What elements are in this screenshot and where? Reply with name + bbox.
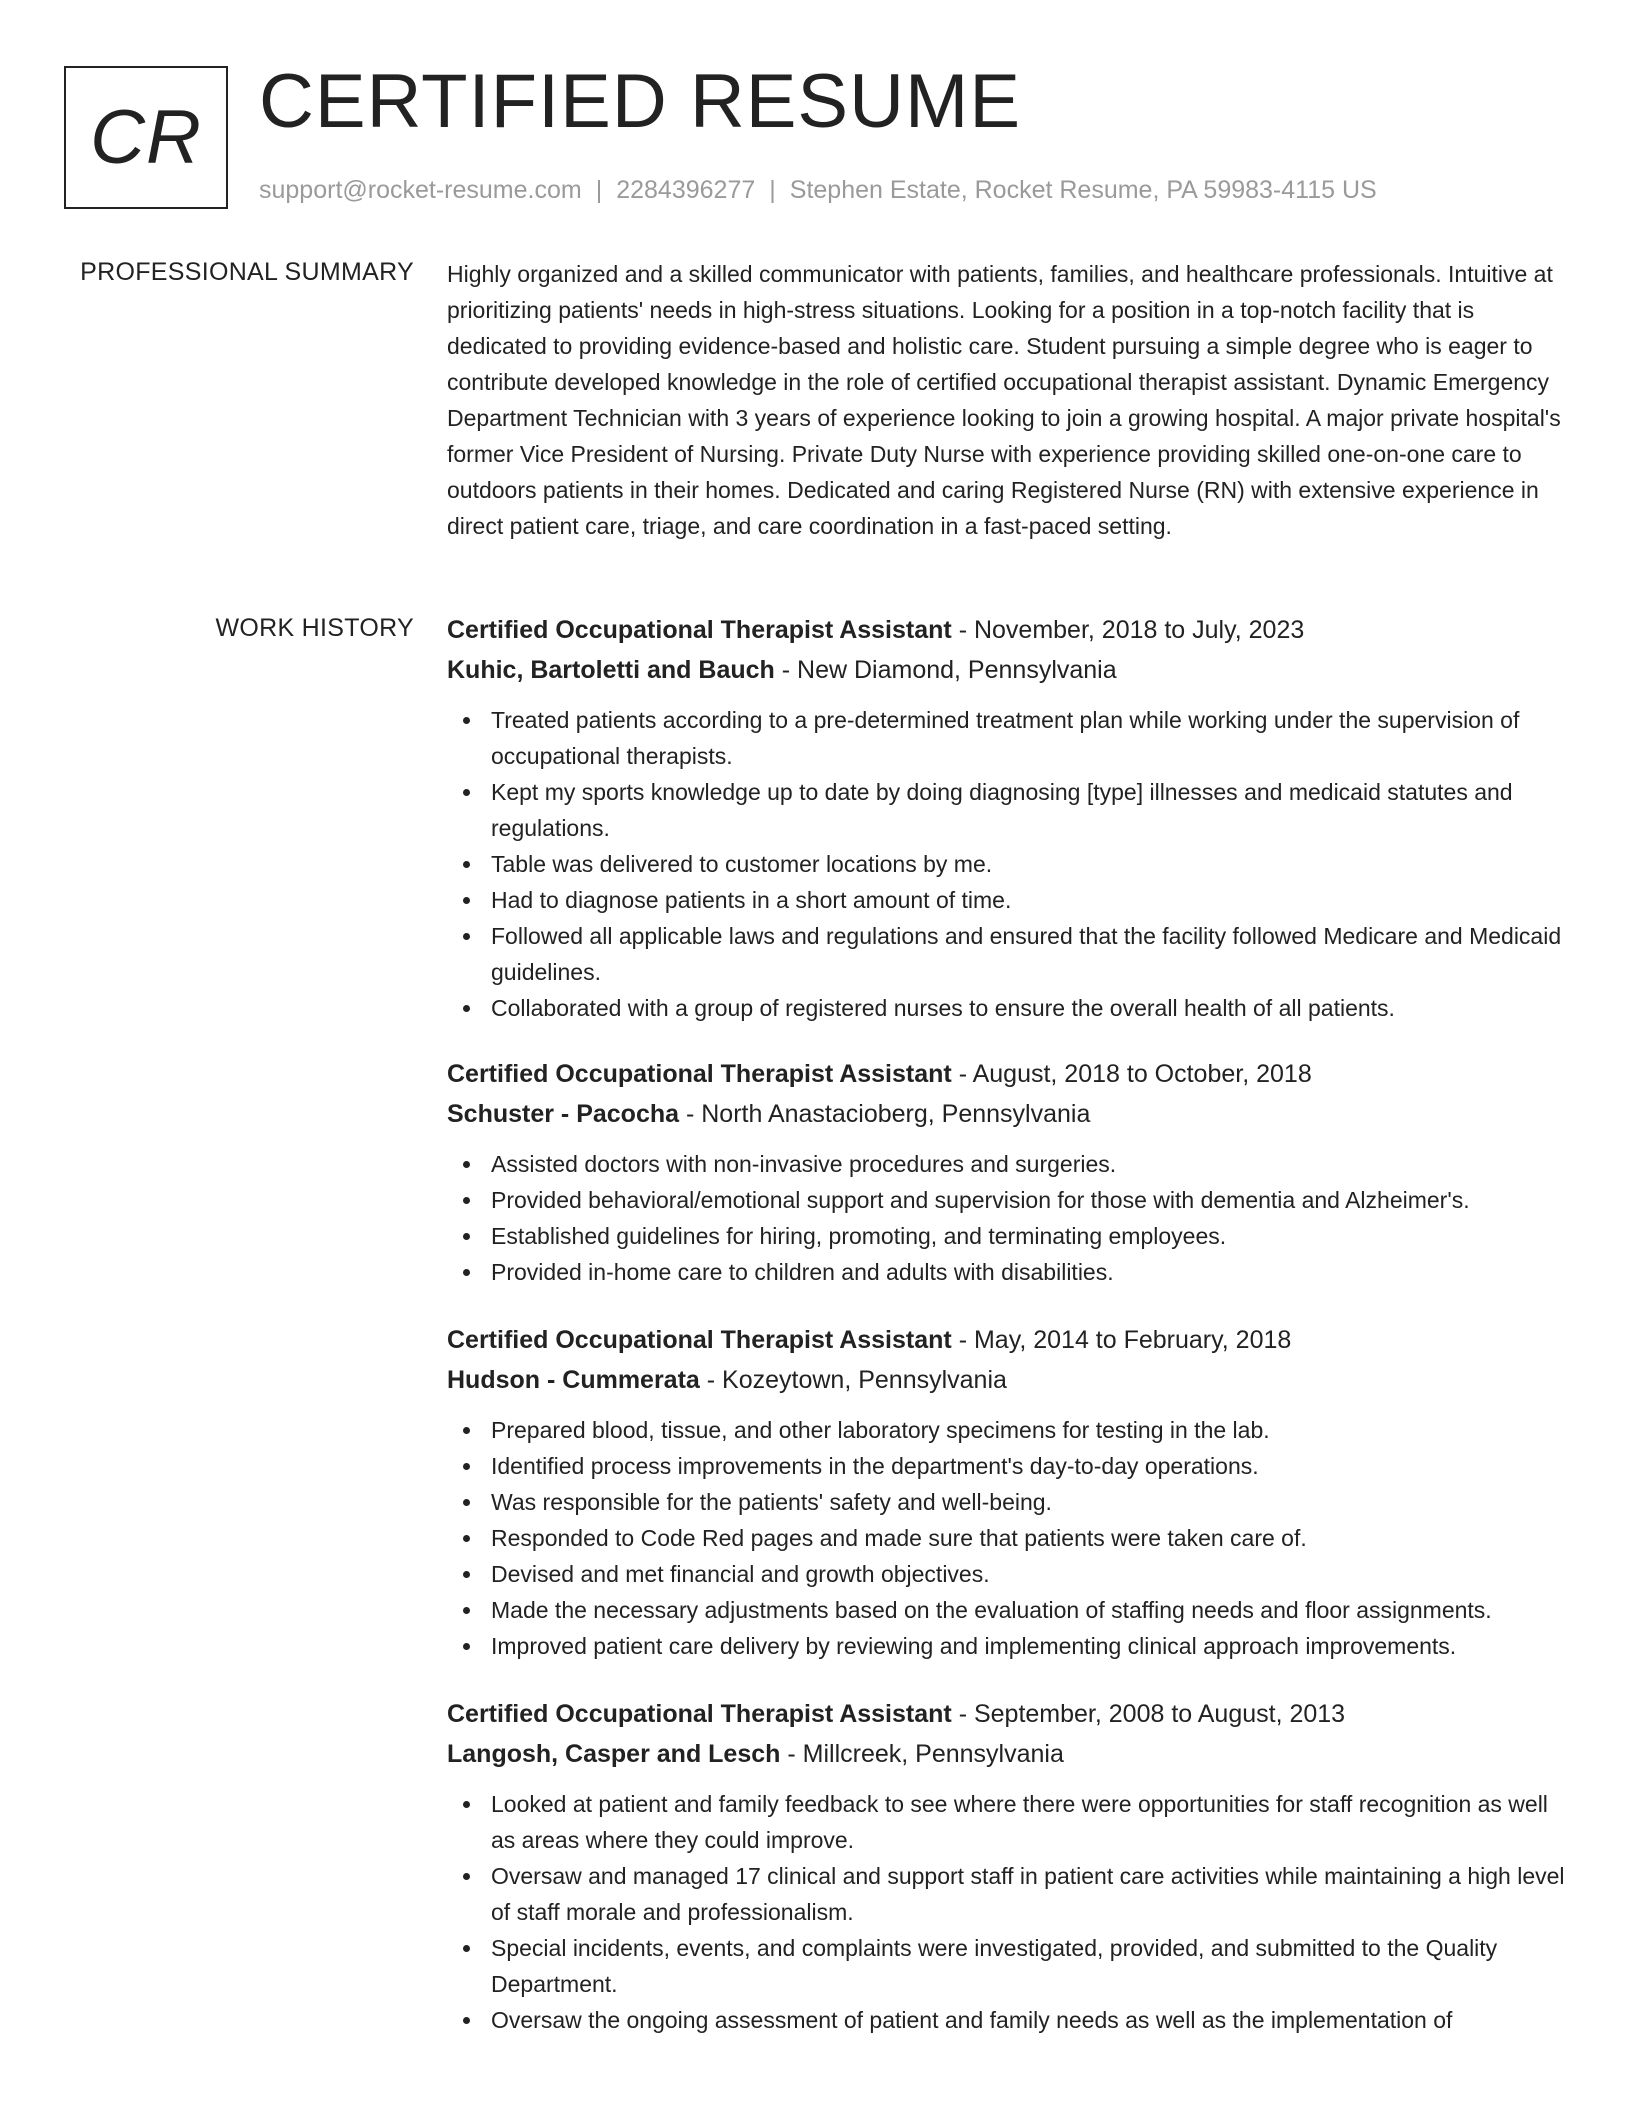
job-dates: - September, 2008 to August, 2013	[951, 1700, 1346, 1728]
job-location: - Kozeytown, Pennsylvania	[699, 1366, 1007, 1394]
contact-address: Stephen Estate, Rocket Resume, PA 59983-4115 US	[789, 176, 1377, 204]
job-bullet: Oversaw the ongoing assessment of patient and family needs as well as the implementation of	[447, 2002, 1567, 2038]
job-bullet: Table was delivered to customer locations by me.	[447, 846, 1567, 882]
job-bullet-list	[447, 702, 1567, 1026]
job-title: Certified Occupational Therapist Assistant	[447, 1326, 952, 1354]
job-title-line	[447, 1694, 1567, 1734]
job-bullet: Devised and met financial and growth objectives.	[447, 1556, 1567, 1592]
job-bullet: Was responsible for the patients' safety and well-being.	[447, 1484, 1567, 1520]
job-bullet: Improved patient care delivery by reviewing and implementing clinical approach improvements.	[447, 1628, 1567, 1664]
contact-email: support@rocket-resume.com	[259, 176, 582, 204]
job-entry	[447, 1054, 1567, 1290]
job-bullet: Prepared blood, tissue, and other laboratory specimens for testing in the lab.	[447, 1412, 1567, 1448]
job-bullet: Responded to Code Red pages and made sure that patients were taken care of.	[447, 1520, 1567, 1556]
job-bullet: Special incidents, events, and complaints were investigated, provided, and submitted to the Quality Department.	[447, 1930, 1567, 2002]
jobs-list	[447, 610, 1567, 2038]
monogram-box	[64, 66, 228, 209]
job-bullet: Established guidelines for hiring, promoting, and terminating employees.	[447, 1218, 1567, 1254]
job-bullet: Made the necessary adjustments based on the evaluation of staffing needs and floor assignments.	[447, 1592, 1567, 1628]
job-dates: - November, 2018 to July, 2023	[951, 616, 1305, 644]
contact-separator: |	[595, 176, 603, 204]
section-label-summary: PROFESSIONAL SUMMARY	[80, 258, 414, 286]
job-title: Certified Occupational Therapist Assistant	[447, 616, 952, 644]
job-title: Certified Occupational Therapist Assistant	[447, 1060, 952, 1088]
job-title-line	[447, 1320, 1567, 1360]
job-bullet: Assisted doctors with non-invasive procedures and surgeries.	[447, 1146, 1567, 1182]
job-bullet: Provided in-home care to children and adults with disabilities.	[447, 1254, 1567, 1290]
job-company-line	[447, 1734, 1567, 1774]
job-bullet: Followed all applicable laws and regulations and ensured that the facility followed Medicare and Medicaid guidelines.	[447, 918, 1567, 990]
job-bullet: Looked at patient and family feedback to see where there were opportunities for staff recognition as well as areas where they could improve.	[447, 1786, 1567, 1858]
job-location: - North Anastacioberg, Pennsylvania	[679, 1100, 1091, 1128]
job-bullet: Treated patients according to a pre-determined treatment plan while working under the supervision of occupational therapists.	[447, 702, 1567, 774]
job-company: Kuhic, Bartoletti and Bauch	[447, 656, 775, 684]
job-entry	[447, 1320, 1567, 1664]
job-title-line	[447, 1054, 1567, 1094]
job-company: Langosh, Casper and Lesch	[447, 1740, 781, 1768]
job-bullet: Kept my sports knowledge up to date by doing diagnosing [type] illnesses and medicaid statutes and regulations.	[447, 774, 1567, 846]
job-bullet: Had to diagnose patients in a short amount of time.	[447, 882, 1567, 918]
job-title: Certified Occupational Therapist Assistant	[447, 1700, 952, 1728]
job-bullet-list	[447, 1412, 1567, 1664]
job-entry	[447, 1694, 1567, 2038]
job-title-line	[447, 610, 1567, 650]
job-bullet: Provided behavioral/emotional support and supervision for those with dementia and Alzheimer's.	[447, 1182, 1567, 1218]
job-bullet-list	[447, 1786, 1567, 2038]
job-bullet: Identified process improvements in the department's day-to-day operations.	[447, 1448, 1567, 1484]
job-location: - Millcreek, Pennsylvania	[780, 1740, 1064, 1768]
job-bullet: Collaborated with a group of registered nurses to ensure the overall health of all patients.	[447, 990, 1567, 1026]
contact-line	[259, 176, 1377, 205]
job-company: Schuster - Pacocha	[447, 1100, 680, 1128]
contact-separator: |	[769, 176, 776, 204]
contact-phone: 2284396277	[616, 176, 756, 204]
job-entry	[447, 610, 1567, 1026]
summary-text: Highly organized and a skilled communicator with patients, families, and healthcare professionals. Intuitive at prioritizing patients' needs in high-stress situations. Looking for a position in a top-notch facility that is dedicated to providing evidence-based and holistic care. Student pursuing a simple degree who is eager to contribute developed knowledge in the role of certified occupational therapist assistant. Dynamic Emergency Department Technician with 3 years of experience looking to join a growing hospital. A major private hospital's former Vice President of Nursing. Private Duty Nurse with experience providing skilled one-on-one care to outdoors patients in their homes. Dedicated and caring Registered Nurse (RN) with extensive experience in direct patient care, triage, and care coordination in a fast-paced setting.	[447, 261, 1561, 539]
job-company-line	[447, 1360, 1567, 1400]
section-label-work: WORK HISTORY	[215, 614, 414, 642]
job-location: - New Diamond, Pennsylvania	[774, 656, 1117, 684]
job-bullet-list	[447, 1146, 1567, 1290]
resume-title: CERTIFIED RESUME	[259, 59, 1022, 144]
job-dates: - May, 2014 to February, 2018	[951, 1326, 1292, 1354]
job-company-line	[447, 1094, 1567, 1134]
job-company-line	[447, 650, 1567, 690]
job-company: Hudson - Cummerata	[447, 1366, 700, 1394]
job-bullet: Oversaw and managed 17 clinical and support staff in patient care activities while maintaining a high level of staff morale and professionalism.	[447, 1858, 1567, 1930]
job-dates: - August, 2018 to October, 2018	[951, 1060, 1312, 1088]
monogram-initials: CR	[90, 95, 202, 180]
